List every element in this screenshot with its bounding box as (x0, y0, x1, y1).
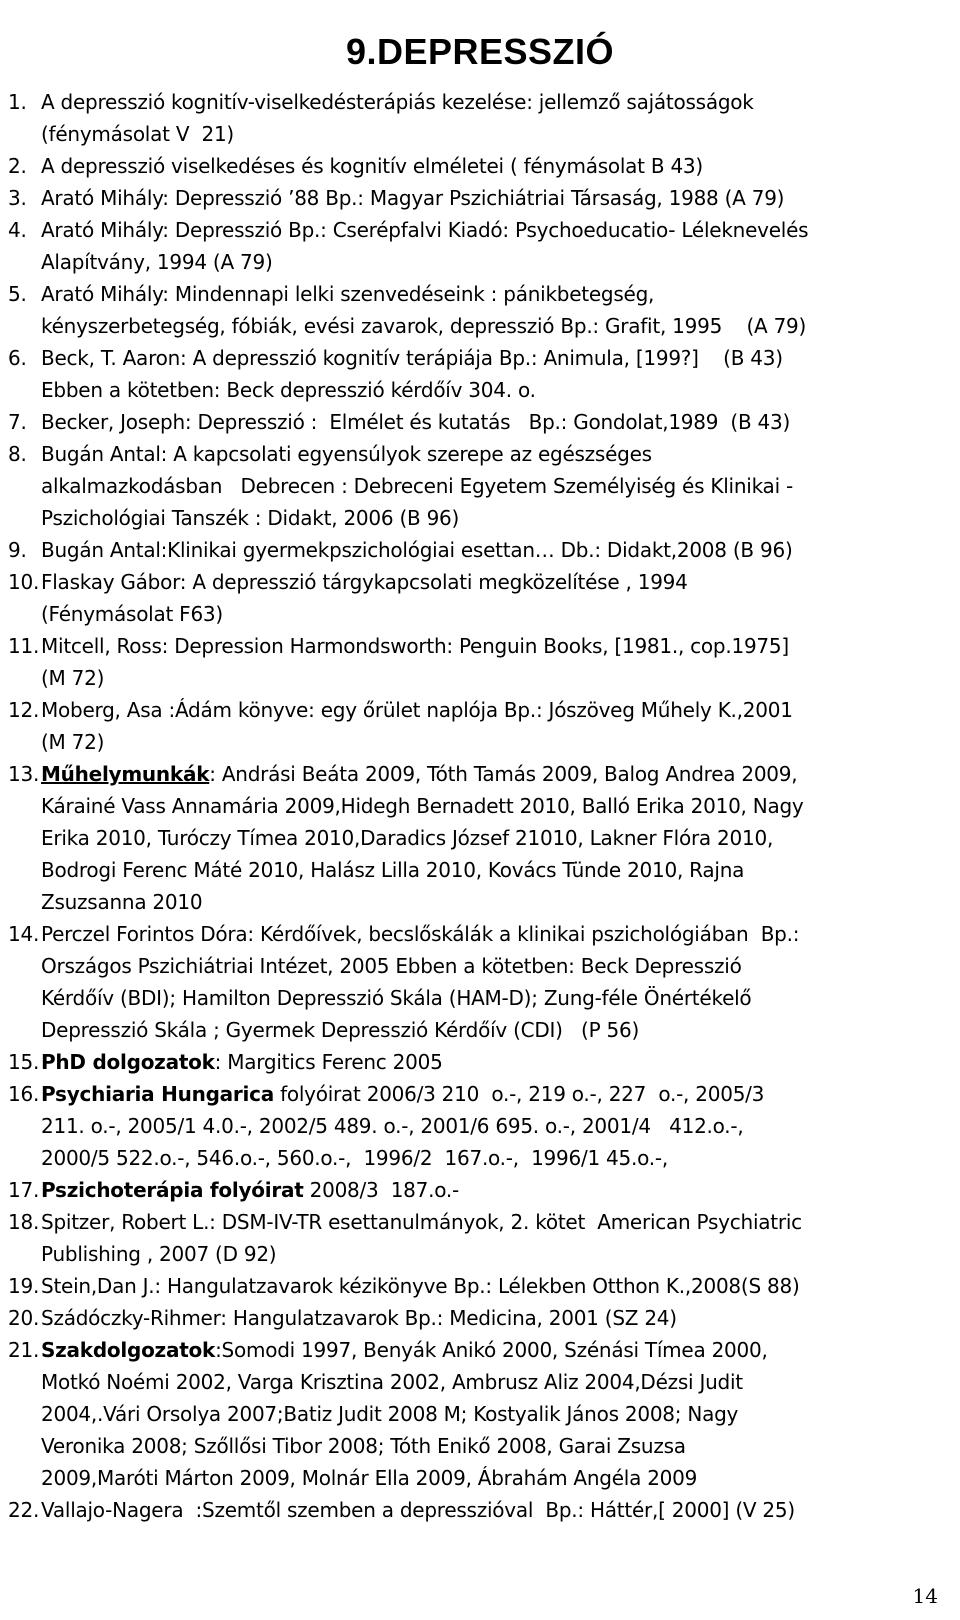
text-segment: kényszerbetegség, fóbiák, evési zavarok, depresszió Bp.: Grafit, 1995 (A 79) (41, 314, 807, 338)
text-segment: (Fénymásolat F63) (41, 602, 223, 626)
item-text (41, 214, 943, 278)
text-line (41, 1334, 943, 1366)
item-number: 8. (8, 442, 27, 466)
text-line (41, 214, 943, 246)
item-text (41, 758, 943, 918)
text-segment: Motkó Noémi 2002, Varga Krisztina 2002, Ambrusz Aliz 2004,Dézsi Judit (41, 1370, 743, 1394)
text-line (41, 150, 943, 182)
text-line (41, 406, 943, 438)
text-segment: Mitcell, Ross: Depression Harmondsworth: Penguin Books, [1981., cop.1975] (41, 634, 789, 658)
text-line (41, 1398, 943, 1430)
text-line (41, 278, 943, 310)
item-number: 7. (8, 410, 27, 434)
text-segment: (M 72) (41, 666, 105, 690)
page-number: 14 (912, 1584, 938, 1608)
page-title: 9.DEPRESSZIÓ (345, 31, 615, 73)
text-segment: : Andrási Beáta 2009, Tóth Tamás 2009, Balog Andrea 2009, (209, 762, 798, 786)
text-line (41, 1110, 943, 1142)
emphasis-text: Műhelymunkák (41, 762, 210, 786)
text-segment: 2004,.Vári Orsolya 2007;Batiz Judit 2008 M; Kostyalik János 2008; Nagy (41, 1402, 739, 1426)
emphasis-text: PhD dolgozatok (41, 1050, 215, 1074)
list-item (8, 1494, 943, 1526)
text-line (41, 1494, 943, 1526)
list-item (8, 182, 943, 214)
list-item (8, 1270, 943, 1302)
text-segment: Flaskay Gábor: A depresszió tárgykapcsolati megközelítése , 1994 (41, 570, 688, 594)
text-line (41, 438, 943, 470)
text-line (41, 118, 943, 150)
text-segment: Beck, T. Aaron: A depresszió kognitív terápiája Bp.: Animula, [199?] (B 43) (41, 346, 783, 370)
text-line (41, 982, 943, 1014)
text-segment: Pszichológiai Tanszék : Didakt, 2006 (B 96) (41, 506, 460, 530)
item-text (41, 182, 943, 214)
text-segment: Vallajo-Nagera :Szemtől szemben a depresszióval Bp.: Háttér,[ 2000] (V 25) (41, 1498, 795, 1522)
text-line (41, 950, 943, 982)
item-text (41, 1334, 943, 1494)
text-line (41, 566, 943, 598)
item-number: 2. (8, 154, 27, 178)
text-line (41, 1142, 943, 1174)
text-segment: Bodrogi Ferenc Máté 2010, Halász Lilla 2010, Kovács Tünde 2010, Rajna (41, 858, 745, 882)
item-text (41, 1494, 943, 1526)
item-text (41, 566, 943, 630)
text-line (41, 758, 943, 790)
item-number: 18. (8, 1210, 40, 1234)
item-number: 16. (8, 1082, 40, 1106)
item-number: 9. (8, 538, 27, 562)
text-segment: Moberg, Asa :Ádám könyve: egy őrület naplója Bp.: Jószöveg Műhely K.,2001 (41, 698, 793, 722)
item-text (41, 406, 943, 438)
text-segment: 211. o.-, 2005/1 4.0.-, 2002/5 489. o.-, 2001/6 695. o.-, 2001/4 412.o.-, (41, 1114, 744, 1138)
item-number: 3. (8, 186, 27, 210)
text-line (41, 854, 943, 886)
item-text (41, 1046, 943, 1078)
list-item (8, 214, 943, 278)
list-item (8, 758, 943, 918)
item-number: 21. (8, 1338, 40, 1362)
text-line (41, 310, 943, 342)
text-segment: Publishing , 2007 (D 92) (41, 1242, 277, 1266)
list-item (8, 1174, 943, 1206)
list-item (8, 1302, 943, 1334)
text-line (41, 246, 943, 278)
text-segment: Stein,Dan J.: Hangulatzavarok kézikönyve Bp.: Lélekben Otthon K.,2008(S 88) (41, 1274, 800, 1298)
text-segment: 2000/5 522.o.-, 546.o.-, 560.o.-, 1996/2 167.o.-, 1996/1 45.o.-, (41, 1146, 668, 1170)
list-item (8, 1078, 943, 1174)
item-number: 19. (8, 1274, 40, 1298)
text-segment: Kárainé Vass Annamária 2009,Hidegh Bernadett 2010, Balló Erika 2010, Nagy (41, 794, 804, 818)
text-segment: Kérdőív (BDI); Hamilton Depresszió Skála (HAM-D); Zung-féle Önértékelő (41, 986, 752, 1010)
item-number: 15. (8, 1050, 40, 1074)
text-segment: Spitzer, Robert L.: DSM-IV-TR esettanulmányok, 2. kötet American Psychiatric (41, 1210, 802, 1234)
text-line (41, 1302, 943, 1334)
item-number: 20. (8, 1306, 40, 1330)
item-text (41, 86, 943, 150)
item-number: 14. (8, 922, 40, 946)
item-text (41, 150, 943, 182)
text-line (41, 662, 943, 694)
text-segment: Szádóczky-Rihmer: Hangulatzavarok Bp.: Medicina, 2001 (SZ 24) (41, 1306, 677, 1330)
list-item (8, 342, 943, 406)
text-segment: Arató Mihály: Depresszió ’88 Bp.: Magyar Pszichiátriai Társaság, 1988 (A 79) (41, 186, 785, 210)
list-item (8, 150, 943, 182)
text-segment: Erika 2010, Turóczy Tímea 2010,Daradics József 21010, Lakner Flóra 2010, (41, 826, 774, 850)
item-number: 6. (8, 346, 27, 370)
item-text (41, 278, 943, 342)
emphasis-text: Pszichoterápia folyóirat (41, 1178, 304, 1202)
text-segment: :Somodi 1997, Benyák Anikó 2000, Szénási Tímea 2000, (215, 1338, 768, 1362)
item-text (41, 694, 943, 758)
text-line (41, 598, 943, 630)
item-text (41, 534, 943, 566)
text-segment: Országos Pszichiátriai Intézet, 2005 Ebben a kötetben: Beck Depresszió (41, 954, 742, 978)
text-segment: (fénymásolat V 21) (41, 122, 234, 146)
text-line (41, 374, 943, 406)
list-item (8, 630, 943, 694)
text-line (41, 470, 943, 502)
list-item (8, 1334, 943, 1494)
text-segment: (M 72) (41, 730, 105, 754)
list-item (8, 406, 943, 438)
text-line (41, 1078, 943, 1110)
text-line (41, 1014, 943, 1046)
item-number: 12. (8, 698, 40, 722)
text-line (41, 630, 943, 662)
text-line (41, 182, 943, 214)
item-text (41, 1206, 943, 1270)
list-item (8, 918, 943, 1046)
text-segment: : Margitics Ferenc 2005 (214, 1050, 443, 1074)
list-item (8, 86, 943, 150)
text-segment: folyóirat 2006/3 210 o.-, 219 o.-, 227 o.-, 2005/3 (273, 1082, 765, 1106)
text-line (41, 726, 943, 758)
text-line (41, 886, 943, 918)
item-text (41, 342, 943, 406)
text-line (41, 1462, 943, 1494)
item-number: 10. (8, 570, 40, 594)
text-line (41, 1174, 943, 1206)
text-line (41, 790, 943, 822)
item-text (41, 1270, 943, 1302)
item-number: 4. (8, 218, 27, 242)
text-segment: Perczel Forintos Dóra: Kérdőívek, becslőskálák a klinikai pszichológiában Bp.: (41, 922, 800, 946)
text-line (41, 1430, 943, 1462)
text-segment: alkalmazkodásban Debrecen : Debreceni Egyetem Személyiség és Klinikai - (41, 474, 793, 498)
text-line (41, 694, 943, 726)
text-segment: Alapítvány, 1994 (A 79) (41, 250, 273, 274)
text-segment: Veronika 2008; Szőllősi Tibor 2008; Tóth Enikő 2008, Garai Zsuzsa (41, 1434, 686, 1458)
text-segment: Arató Mihály: Mindennapi lelki szenvedéseink : pánikbetegség, (41, 282, 655, 306)
text-segment: Ebben a kötetben: Beck depresszió kérdőív 304. o. (41, 378, 536, 402)
text-segment: 2009,Maróti Márton 2009, Molnár Ella 2009, Ábrahám Angéla 2009 (41, 1466, 698, 1490)
text-segment: Becker, Joseph: Depresszió : Elmélet és kutatás Bp.: Gondolat,1989 (B 43) (41, 410, 791, 434)
text-segment: Bugán Antal:Klinikai gyermekpszichológiai esettan… Db.: Didakt,2008 (B 96) (41, 538, 793, 562)
text-line (41, 1238, 943, 1270)
text-line (41, 1270, 943, 1302)
item-text (41, 1302, 943, 1334)
text-segment: Arató Mihály: Depresszió Bp.: Cserépfalvi Kiadó: Psychoeducatio- Léleknevelés (41, 218, 809, 242)
item-text (41, 438, 943, 534)
text-segment: A depresszió viselkedéses és kognitív elméletei ( fénymásolat B 43) (41, 154, 703, 178)
text-line (41, 502, 943, 534)
list-item (8, 534, 943, 566)
list-item (8, 1206, 943, 1270)
text-segment: Zsuzsanna 2010 (41, 890, 203, 914)
item-text (41, 630, 943, 694)
text-line (41, 342, 943, 374)
list-item (8, 566, 943, 630)
text-segment: Depresszió Skála ; Gyermek Depresszió Kérdőív (CDI) (P 56) (41, 1018, 640, 1042)
text-segment: A depresszió kognitív-viselkedésterápiás kezelése: jellemző sajátosságok (41, 90, 754, 114)
item-number: 22. (8, 1498, 40, 1522)
item-number: 13. (8, 762, 40, 786)
item-text (41, 918, 943, 1046)
text-line (41, 1046, 943, 1078)
list-item (8, 438, 943, 534)
item-number: 11. (8, 634, 40, 658)
item-text (41, 1078, 943, 1174)
text-segment: 2008/3 187.o.- (303, 1178, 459, 1202)
bibliography-list (8, 86, 943, 1526)
text-line (41, 534, 943, 566)
item-text (41, 1174, 943, 1206)
emphasis-text: Szakdolgozatok (41, 1338, 216, 1362)
text-line (41, 86, 943, 118)
item-number: 5. (8, 282, 27, 306)
item-number: 17. (8, 1178, 40, 1202)
item-number: 1. (8, 90, 27, 114)
text-segment: Bugán Antal: A kapcsolati egyensúlyok szerepe az egészséges (41, 442, 652, 466)
list-item (8, 694, 943, 758)
text-line (41, 918, 943, 950)
emphasis-text: Psychiaria Hungarica (41, 1082, 274, 1106)
text-line (41, 1206, 943, 1238)
list-item (8, 1046, 943, 1078)
text-line (41, 1366, 943, 1398)
text-line (41, 822, 943, 854)
list-item (8, 278, 943, 342)
